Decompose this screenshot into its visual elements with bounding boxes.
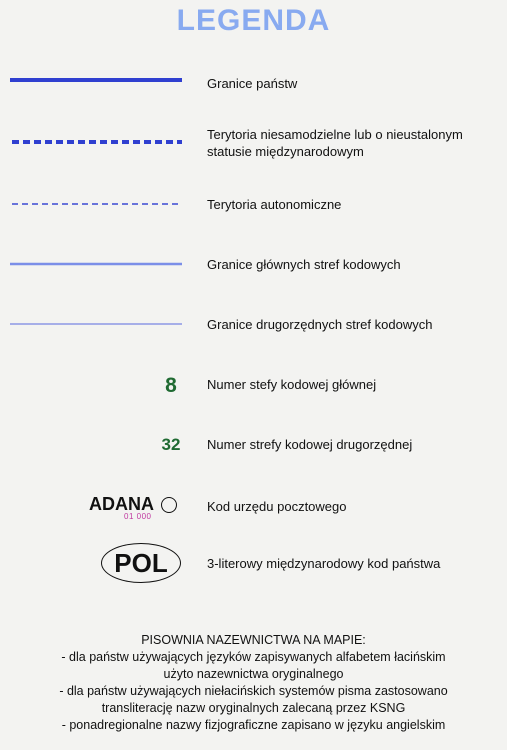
legend-label-main-zone-number: Numer stefy kodowej głównej bbox=[207, 377, 377, 392]
notes-line: transliterację nazw oryginalnych zalecaną przez KSNG bbox=[101, 701, 406, 715]
main-zone-number-sample: 8 bbox=[165, 374, 177, 397]
post-office-city-sample: ADANA bbox=[89, 494, 154, 514]
legend-label-autonomous: Terytoria autonomiczne bbox=[207, 197, 342, 212]
notes-line: - dla państw używających niełacińskich systemów pisma zastosowano bbox=[59, 684, 448, 698]
country-border-line-symbol bbox=[10, 70, 182, 90]
legend-label-country-border: Granice państw bbox=[207, 76, 298, 91]
notes-line: użyto nazewnictwa oryginalnego bbox=[163, 667, 344, 681]
secondary-zone-number-sample: 32 bbox=[161, 435, 181, 454]
notes-heading: PISOWNIA NAZEWNICTWA NA MAPIE: bbox=[141, 633, 366, 647]
legend-label-country-code: 3-literowy międzynarodowy kod państwa bbox=[207, 556, 441, 571]
legend-label-main-zones-border: Granice głównych stref kodowych bbox=[207, 257, 401, 272]
non-self-governing-line-symbol bbox=[10, 132, 182, 152]
legend-label-secondary-zones-border: Granice drugorzędnych stref kodowych bbox=[207, 317, 433, 332]
legend-title: LEGENDA bbox=[176, 4, 331, 37]
country-code-oval-sample: POL bbox=[101, 543, 181, 583]
post-office-circle-icon bbox=[161, 497, 177, 513]
notes-line: - ponadregionalne nazwy fizjograficzne zapisano w języku angielskim bbox=[61, 718, 446, 732]
legend-label-non-self-governing: Terytoria niesamodzielne lub o nieustalonym statusie międzynarodowym bbox=[207, 127, 463, 159]
autonomous-line-symbol bbox=[10, 194, 182, 214]
legend-label-secondary-zone-number: Numer strefy kodowej drugorzędnej bbox=[207, 437, 413, 452]
legend-label-post-office: Kod urzędu pocztowego bbox=[207, 499, 347, 514]
post-office-code-sample: 01 000 bbox=[124, 512, 152, 521]
spelling-notes bbox=[0, 632, 507, 734]
main-zones-line-symbol bbox=[10, 254, 182, 274]
notes-line: - dla państw używających języków zapisywanych alfabetem łacińskim bbox=[61, 650, 446, 664]
secondary-zones-line-symbol bbox=[10, 314, 182, 334]
